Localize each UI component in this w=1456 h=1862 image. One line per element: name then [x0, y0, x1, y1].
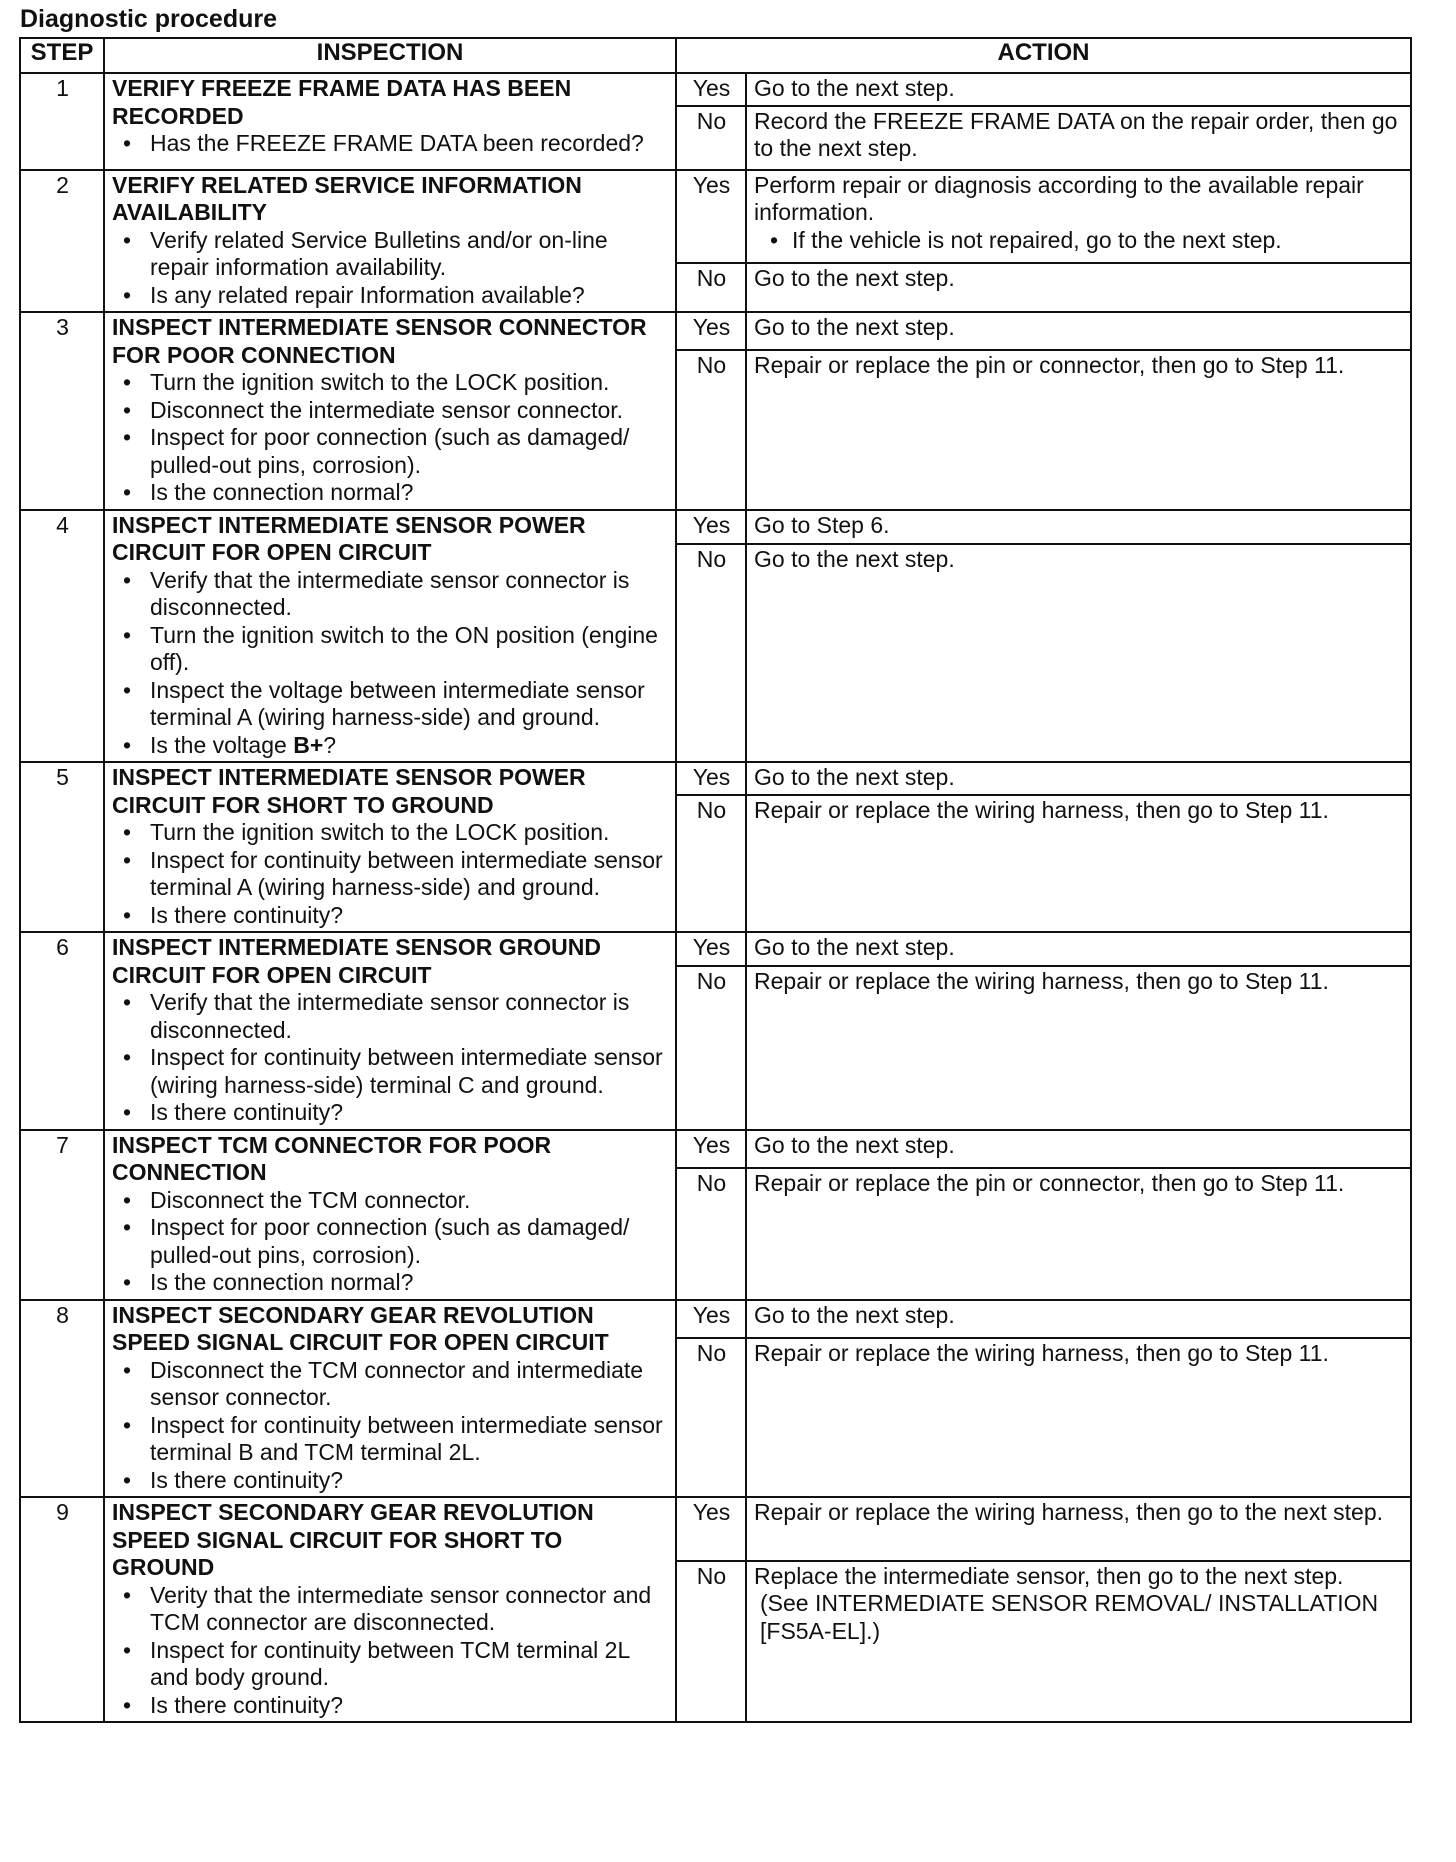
checklist-item: • Is any related repair Information available?: [112, 282, 669, 310]
checklist-item: • Verify related Service Bulletins and/or on-line repair information availability.: [112, 227, 669, 282]
step-number: 1: [20, 73, 104, 170]
table-header-row: [20, 38, 1411, 73]
step-row-yes: [20, 1497, 1411, 1561]
yes-action-text: Go to the next step.: [754, 75, 955, 101]
step-number: 4: [20, 510, 104, 763]
checklist-item: • Is there continuity?: [112, 902, 669, 930]
yes-label: Yes: [676, 170, 746, 263]
checklist-item: • Inspect for poor connection (such as damaged/ pulled-out pins, corrosion).: [112, 1214, 669, 1269]
yes-action-sublist: [754, 227, 1404, 255]
checklist-item: • Verify that the intermediate sensor connector is disconnected.: [112, 989, 669, 1044]
checklist-item: • Inspect for continuity between intermediate sensor (wiring harness-side) terminal C and ground.: [112, 1044, 669, 1099]
no-label: No: [676, 1338, 746, 1497]
inspection-checklist: [112, 227, 669, 310]
checklist-item: • Is there continuity?: [112, 1467, 669, 1495]
checklist-item: • Inspect the voltage between intermediate sensor terminal A (wiring harness-side) and ground.: [112, 677, 669, 732]
no-action-cell: [746, 1168, 1411, 1300]
step-row-yes: [20, 170, 1411, 263]
inspection-cell: [104, 1130, 676, 1300]
inspection-title: INSPECT SECONDARY GEAR REVOLUTION SPEED SIGNAL CIRCUIT FOR SHORT TO GROUND: [112, 1499, 594, 1580]
step-row-yes: [20, 1300, 1411, 1339]
yes-action-text: Go to the next step.: [754, 314, 955, 340]
inspection-checklist: [112, 989, 669, 1127]
inspection-title: INSPECT SECONDARY GEAR REVOLUTION SPEED SIGNAL CIRCUIT FOR OPEN CIRCUIT: [112, 1301, 609, 1355]
yes-label: Yes: [676, 510, 746, 545]
yes-label: Yes: [676, 1300, 746, 1339]
yes-label: Yes: [676, 312, 746, 350]
checklist-item: • Is the connection normal?: [112, 479, 669, 507]
checklist-item: • Inspect for continuity between intermediate sensor terminal B and TCM terminal 2L.: [112, 1412, 669, 1467]
step-number: 3: [20, 312, 104, 510]
checklist-item: • Inspect for continuity between intermediate sensor terminal A (wiring harness-side) and ground.: [112, 847, 669, 902]
inspection-title: INSPECT INTERMEDIATE SENSOR CONNECTOR FOR POOR CONNECTION: [112, 314, 647, 368]
inspection-checklist: [112, 1357, 669, 1495]
checklist-item: • Inspect for continuity between TCM terminal 2L and body ground.: [112, 1637, 669, 1692]
step-row-yes: [20, 510, 1411, 545]
step-number: 9: [20, 1497, 104, 1722]
voltage-value: B+: [293, 731, 324, 758]
inspection-checklist: [112, 130, 669, 158]
inspection-title: INSPECT INTERMEDIATE SENSOR POWER CIRCUIT FOR SHORT TO GROUND: [112, 764, 586, 818]
checklist-item: • Turn the ignition switch to the LOCK position.: [112, 369, 669, 397]
checklist-item: • Is there continuity?: [112, 1099, 669, 1127]
step-number: 6: [20, 932, 104, 1130]
header-step: STEP: [20, 38, 104, 73]
header-action: ACTION: [676, 38, 1411, 73]
no-label: No: [676, 1561, 746, 1722]
checklist-item-text: Is the voltage: [150, 731, 294, 758]
no-action-text: Go to the next step.: [754, 546, 955, 573]
no-action-text: Replace the intermediate sensor, then go to the next step.: [754, 1562, 1344, 1589]
step-row-yes: [20, 932, 1411, 966]
yes-action-text: Perform repair or diagnosis according to the available repair information.: [754, 171, 1364, 225]
yes-action-text: Go to the next step.: [754, 764, 955, 790]
step-row-yes: [20, 1130, 1411, 1168]
inspection-cell: [104, 1497, 676, 1722]
inspection-cell: [104, 312, 676, 510]
yes-action-cell: [746, 1300, 1411, 1339]
inspection-cell: [104, 932, 676, 1130]
checklist-item: • Inspect for poor connection (such as damaged/ pulled-out pins, corrosion).: [112, 424, 669, 479]
diagnostic-procedure-table: [19, 37, 1412, 1723]
inspection-title: VERIFY RELATED SERVICE INFORMATION AVAILABILITY: [112, 171, 582, 225]
yes-label: Yes: [676, 73, 746, 106]
yes-action-cell: [746, 1497, 1411, 1561]
yes-action-cell: [746, 932, 1411, 966]
yes-action-text: Go to the next step.: [754, 934, 955, 960]
inspection-checklist: [112, 1187, 669, 1297]
no-action-cell: [746, 350, 1411, 509]
step-number: 5: [20, 762, 104, 932]
inspection-checklist: [112, 369, 669, 507]
yes-action-text: Repair or replace the wiring harness, then go to the next step.: [754, 1499, 1384, 1525]
inspection-checklist: [112, 819, 669, 929]
step-row-yes: [20, 312, 1411, 350]
checklist-item: • Disconnect the intermediate sensor connector.: [112, 397, 669, 425]
yes-label: Yes: [676, 762, 746, 795]
step-number: 2: [20, 170, 104, 313]
yes-action-cell: [746, 170, 1411, 263]
no-action-text: Go to the next step.: [754, 264, 955, 291]
no-action-cell: [746, 263, 1411, 312]
no-label: No: [676, 263, 746, 312]
yes-action-cell: [746, 762, 1411, 795]
no-action-text: Record the FREEZE FRAME DATA on the repair order, then go to the next step.: [754, 107, 1398, 161]
no-action-text: Repair or replace the wiring harness, then go to Step 11.: [754, 796, 1329, 823]
no-label: No: [676, 106, 746, 170]
no-action-note: (See INTERMEDIATE SENSOR REMOVAL/ INSTALLATION [FS5A-EL].): [760, 1590, 1379, 1644]
yes-action-text: Go to the next step.: [754, 1131, 955, 1158]
no-label: No: [676, 1168, 746, 1300]
no-action-cell: [746, 1338, 1411, 1497]
step-row-yes: [20, 762, 1411, 795]
checklist-item: • Has the FREEZE FRAME DATA been recorded?: [112, 130, 669, 158]
yes-action-cell: [746, 510, 1411, 545]
checklist-item: • Turn the ignition switch to the ON position (engine off).: [112, 622, 669, 677]
no-action-text: Repair or replace the pin or connector, then go to Step 11.: [754, 1169, 1345, 1196]
yes-action-text: Go to the next step.: [754, 1301, 955, 1328]
checklist-item: • Is the connection normal?: [112, 1269, 669, 1297]
checklist-item: [112, 732, 669, 760]
no-action-text: Repair or replace the wiring harness, then go to Step 11.: [754, 967, 1329, 994]
no-action-cell: [746, 1561, 1411, 1722]
inspection-title: INSPECT INTERMEDIATE SENSOR POWER CIRCUIT FOR OPEN CIRCUIT: [112, 511, 586, 565]
inspection-title: INSPECT TCM CONNECTOR FOR POOR CONNECTION: [112, 1131, 552, 1185]
checklist-item: • Turn the ignition switch to the LOCK position.: [112, 819, 669, 847]
no-action-text: Repair or replace the wiring harness, then go to Step 11.: [754, 1340, 1329, 1367]
no-action-text: Repair or replace the pin or connector, then go to Step 11.: [754, 352, 1345, 379]
yes-label: Yes: [676, 932, 746, 966]
inspection-cell: [104, 762, 676, 932]
no-label: No: [676, 966, 746, 1130]
checklist-item-text: ?: [323, 731, 337, 758]
inspection-checklist: [112, 1582, 669, 1720]
yes-action-cell: [746, 73, 1411, 106]
step-number: 8: [20, 1300, 104, 1498]
page-title: Diagnostic procedure: [20, 5, 277, 33]
yes-action-text: Go to Step 6.: [754, 511, 890, 538]
no-action-cell: [746, 795, 1411, 932]
no-action-cell: [746, 966, 1411, 1130]
no-label: No: [676, 544, 746, 762]
yes-label: Yes: [676, 1130, 746, 1168]
header-inspection: INSPECTION: [104, 38, 676, 73]
checklist-item: • Verity that the intermediate sensor connector and TCM connector are disconnected.: [112, 1582, 669, 1637]
inspection-cell: [104, 1300, 676, 1498]
inspection-checklist: [112, 567, 669, 760]
checklist-item: • Is there continuity?: [112, 1692, 669, 1720]
checklist-item: • Disconnect the TCM connector and intermediate sensor connector.: [112, 1357, 669, 1412]
checklist-item: • Verify that the intermediate sensor connector is disconnected.: [112, 567, 669, 622]
no-action-cell: [746, 106, 1411, 170]
inspection-title: VERIFY FREEZE FRAME DATA HAS BEEN RECORDED: [112, 75, 572, 129]
inspection-cell: [104, 170, 676, 313]
no-label: No: [676, 795, 746, 932]
step-number: 7: [20, 1130, 104, 1300]
step-row-yes: [20, 73, 1411, 106]
no-label: No: [676, 350, 746, 509]
yes-action-cell: [746, 1130, 1411, 1168]
inspection-cell: [104, 73, 676, 170]
checklist-item: • Disconnect the TCM connector.: [112, 1187, 669, 1215]
inspection-title: INSPECT INTERMEDIATE SENSOR GROUND CIRCUIT FOR OPEN CIRCUIT: [112, 934, 601, 988]
yes-action-subitem: • If the vehicle is not repaired, go to the next step.: [754, 227, 1404, 255]
inspection-cell: [104, 510, 676, 763]
no-action-cell: [746, 544, 1411, 762]
yes-action-cell: [746, 312, 1411, 350]
yes-label: Yes: [676, 1497, 746, 1561]
